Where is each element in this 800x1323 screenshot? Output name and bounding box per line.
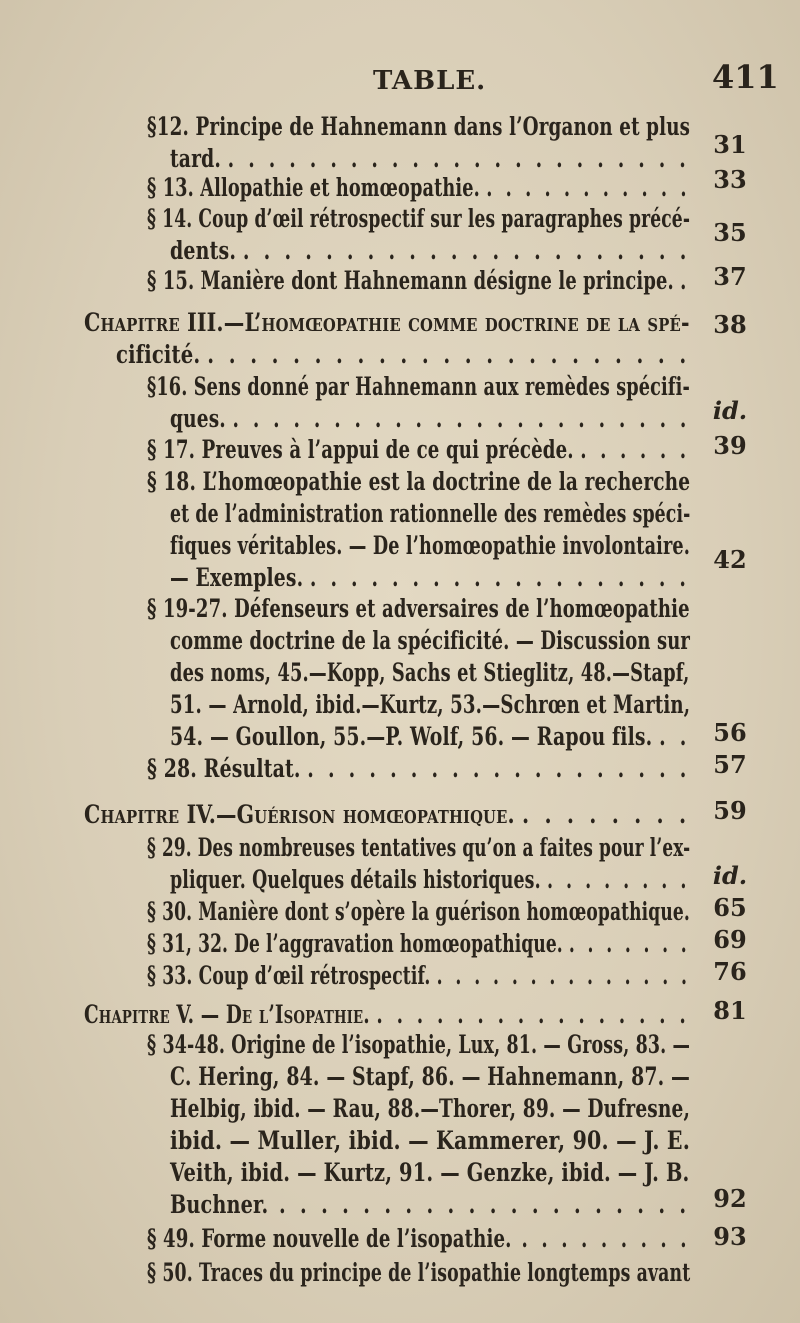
toc-line [0, 261, 800, 306]
toc-page-ref: 31 [713, 130, 747, 159]
toc-entry-text: cificité. . . . . . . . . . . . . . . . . . . . . . . . [116, 340, 691, 370]
toc-line [0, 956, 800, 1001]
toc-entry-text: dents. . . . . . . . . . . . . . . . . . . . . . . [170, 236, 691, 266]
toc-page-ref: 56 [713, 717, 747, 747]
toc-entry-text: § 33. Coup d’œil rétrospectif. . . . . . . . . . . . . . . [147, 960, 691, 990]
running-title: TABLE. [373, 66, 487, 96]
toc-entry-text: et de l’administration rationnelle des remèdes spéci- [170, 498, 691, 528]
toc-page-ref: 33 [713, 165, 747, 195]
toc-page-ref: 76 [713, 956, 747, 986]
toc-entry-text: ibid. — Muller, ibid. — Kammerer, 90. — J. E. [170, 1126, 691, 1155]
toc-entry-text: 51. — Arnold, ibid.—Kurtz, 53.—Schrœn et Martin, [170, 689, 691, 719]
toc-page-ref: 81 [713, 996, 747, 1025]
toc-entry-text: § 29. Des nombreuses tentatives qu’on a faites pour l’ex- [147, 832, 691, 862]
toc-entry-text: — Exemples. . . . . . . . . . . . . . . . . . . . [170, 562, 690, 592]
toc-page-ref: id. [712, 395, 748, 425]
toc-page-ref: 42 [713, 544, 747, 574]
toc-entry-text: comme doctrine de la spécificité. — Discussion sur [170, 625, 691, 655]
running-head [0, 58, 800, 106]
toc-entry-text: § 50. Traces du principe de l’isopathie longtemps avant [147, 1258, 691, 1287]
toc-entry-text: des noms, 45.—Kopp, Sachs et Stieglitz, 48.—Stapf, [170, 657, 690, 687]
chapter-heading: Chapitre IV.—Guérison homœopathique. . . . . . . . . [84, 800, 691, 829]
toc-entry-text: § 31, 32. De l’aggravation homœopathique. . . . . . . . [147, 928, 691, 958]
toc-page-ref: id. [712, 860, 748, 890]
toc-entry-text: ques. . . . . . . . . . . . . . . . . . . . . . . . [170, 403, 691, 433]
toc-line [0, 749, 800, 794]
toc-entry-text: fiques véritables. — De l’homœopathie involontaire. [170, 530, 691, 560]
toc-page-ref: 93 [713, 1222, 747, 1251]
toc-line [0, 1258, 800, 1298]
toc-page-ref: 59 [713, 796, 747, 825]
toc-entry-text: pliquer. Quelques détails historiques. . . . . . . . . [170, 864, 690, 894]
toc-entry-text: § 30. Manière dont s’opère la guérison homœopathique. [147, 896, 690, 926]
toc-entry-text: § 18. L’homœopathie est la doctrine de la recherche [147, 466, 691, 496]
toc-entry-text: Buchner. . . . . . . . . . . . . . . . . . . . . [170, 1190, 690, 1219]
toc-page-ref: 37 [713, 261, 747, 291]
toc-entry-text: § 49. Forme nouvelle de l’isopathie. . . . . . . . . . [147, 1224, 691, 1253]
toc-page-ref: 35 [713, 218, 747, 248]
toc-entry-text: §12. Principe de Hahnemann dans l’Organon et plus [147, 112, 691, 141]
page-number: 411 [712, 58, 779, 96]
toc-entry-text: § 28. Résultat. . . . . . . . . . . . . . . . . . . . [147, 753, 691, 783]
toc-entry-text: § 15. Manière dont Hahnemann désigne le principe. . [147, 265, 690, 295]
toc-entry-text: §16. Sens donné par Hahnemann aux remèdes spécifi- [147, 372, 690, 402]
toc-page-ref: 39 [713, 430, 747, 460]
toc-entry-text: tard. . . . . . . . . . . . . . . . . . . . . . . . [170, 144, 690, 173]
toc-entry-text: 54. — Goullon, 55.—P. Wolf, 56. — Rapou fils. . . [170, 721, 691, 751]
chapter-heading: Chapitre III.—L’homœopathie comme doctrine de la spé- [84, 308, 690, 338]
toc-page-ref: 69 [713, 924, 747, 954]
toc-entry-text: § 14. Coup d’œil rétrospectif sur les paragraphes précé- [147, 204, 691, 234]
toc-page-ref: 38 [713, 310, 747, 340]
toc-entry-text: Helbig, ibid. — Rau, 88.—Thorer, 89. — Dufresne, [170, 1094, 691, 1123]
toc-entry-text: § 13. Allopathie et homœopathie. . . . . . . . . . . . [147, 173, 691, 203]
toc-entry-text: Veith, ibid. — Kurtz, 91. — Genzke, ibid. — J. B. [170, 1158, 690, 1187]
toc-entry-text: § 19-27. Défenseurs et adversaires de l’homœopathie [147, 593, 690, 623]
toc-page-ref: 92 [713, 1184, 747, 1213]
toc-entry-text: § 34-48. Origine de l’isopathie, Lux, 81. — Gross, 83. — [147, 1030, 691, 1059]
toc-entry-text: § 17. Preuves à l’appui de ce qui précède. . . . . . . [147, 434, 690, 464]
toc-page-ref: 65 [713, 892, 747, 922]
toc-entry-text: C. Hering, 84. — Stapf, 86. — Hahnemann, 87. — [170, 1062, 691, 1091]
chapter-heading: Chapitre V. — De l’Isopathie. . . . . . . . . . . . . . . . . [84, 1000, 690, 1029]
toc-page-ref: 57 [713, 749, 747, 779]
